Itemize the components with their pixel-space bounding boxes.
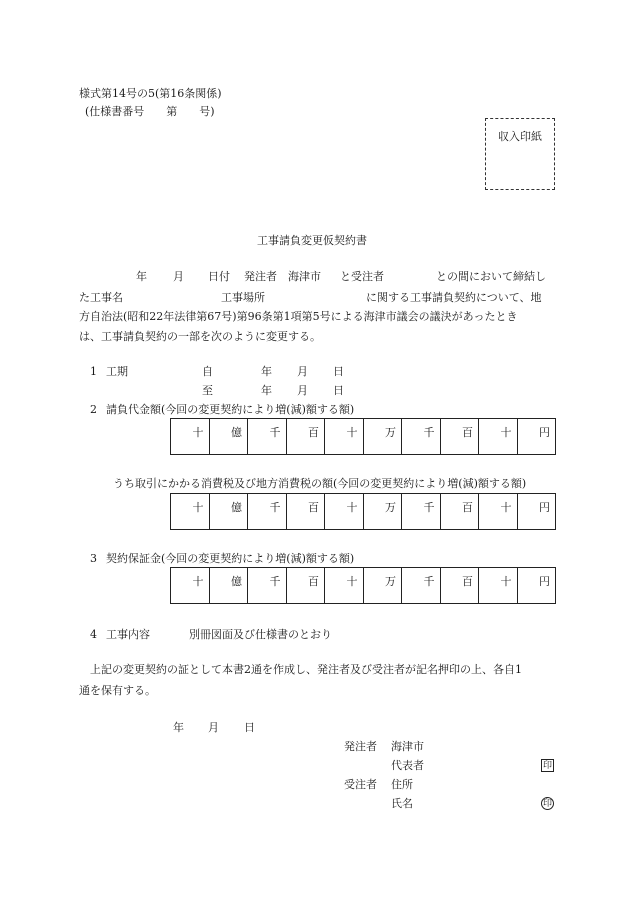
digit-cell[interactable]: 円 [517,494,556,530]
digit-cell[interactable]: 円 [517,419,556,455]
digit-cell[interactable]: 十 [171,568,210,604]
period-from-day: 日 [333,365,344,378]
digit-cell[interactable]: 百 [440,419,479,455]
digit-cell[interactable]: 百 [286,568,325,604]
digit-cell[interactable]: 十 [171,494,210,530]
digit-cell[interactable]: 十 [325,419,364,455]
digit-cell[interactable]: 十 [171,419,210,455]
item2-label: 請負代金額(今回の変更契約により増(減)額する額) [106,403,355,416]
form-number: 様式第14号の5(第16条関係) [79,87,222,100]
period-from-month: 月 [297,365,308,378]
period-to-year: 年 [261,384,272,397]
closing-line1: 上記の変更契約の証として本書2通を作成し、発注者及び受注者が記名押印の上、各自1 [90,663,522,676]
item1-label: 工期 [106,365,128,378]
period-to: 至 [202,384,213,397]
item2-number: 2 [90,403,97,416]
digit-cell[interactable]: 千 [248,568,287,604]
intro-line2-rest: に関する工事請負契約について、地 [366,291,542,304]
guarantee-grid [170,567,556,604]
digit-cell[interactable]: 百 [440,568,479,604]
intro-orderer: 発注者 海津市 [244,270,321,283]
contractor-label: 受注者 [344,778,377,791]
intro-work-name: た工事名 [79,291,123,304]
digit-cell[interactable]: 百 [286,419,325,455]
tax-amount-grid [170,493,556,530]
revenue-stamp-label: 収入印紙 [498,130,542,143]
orderer-label: 発注者 [344,740,377,753]
intro-year: 年 [136,270,147,283]
contractor-address-label: 住所 [391,778,413,791]
digit-cell[interactable]: 円 [517,568,556,604]
period-from: 自 [202,365,213,378]
item4-label: 工事内容 [106,628,150,641]
item1-number: 1 [90,365,97,378]
digit-cell[interactable]: 千 [402,494,441,530]
intro-work-place: 工事場所 [221,291,265,304]
digit-cell[interactable]: 十 [479,568,518,604]
contractor-name-label: 氏名 [391,797,413,810]
closing-line2: 通を保有する。 [79,684,156,697]
digit-cell[interactable]: 百 [286,494,325,530]
period-to-day: 日 [333,384,344,397]
period-to-month: 月 [297,384,308,397]
intro-contractor: と受注者 [340,270,384,283]
digit-cell[interactable]: 十 [325,494,364,530]
digit-cell[interactable]: 千 [248,494,287,530]
intro-day: 日付 [208,270,230,283]
period-from-year: 年 [261,365,272,378]
seal-square-icon: 印 [542,761,552,771]
contract-amount-grid [170,418,556,455]
intro-between: との間において締結し [436,270,546,283]
digit-cell[interactable]: 千 [402,419,441,455]
item3-number: 3 [90,552,97,565]
tax-amount-label: うち取引にかかる消費税及び地方消費税の額(今回の変更契約により増(減)額する額) [113,477,527,490]
digit-cell[interactable]: 億 [209,494,248,530]
document-title: 工事請負変更仮契約書 [257,234,367,247]
digit-cell[interactable]: 十 [325,568,364,604]
item3-label: 契約保証金(今回の変更契約により増(減)額する額) [106,552,355,565]
digit-cell[interactable]: 十 [479,419,518,455]
digit-cell[interactable]: 百 [440,494,479,530]
digit-cell[interactable]: 十 [479,494,518,530]
digit-cell[interactable]: 千 [248,419,287,455]
digit-cell[interactable]: 万 [363,419,402,455]
digit-cell[interactable]: 千 [402,568,441,604]
item4-number: 4 [90,628,97,641]
item4-value: 別冊図面及び仕様書のとおり [189,628,332,641]
digit-cell[interactable]: 万 [363,494,402,530]
spec-number: (仕様書番号 第 号) [85,105,215,118]
revenue-stamp-box [485,118,555,190]
representative-label: 代表者 [391,759,424,772]
orderer-name: 海津市 [391,740,424,753]
digit-cell[interactable]: 万 [363,568,402,604]
seal-round-icon: 印 [542,799,552,809]
date-month: 月 [208,721,219,734]
digit-cell[interactable]: 億 [209,419,248,455]
digit-cell[interactable]: 億 [209,568,248,604]
intro-line3: 方自治法(昭和22年法律第67号)第96条第1項第5号による海津市議会の議決があったとき [79,310,518,323]
date-year: 年 [173,721,184,734]
intro-line4: は、工事請負契約の一部を次のように変更する。 [79,330,321,343]
date-day: 日 [244,721,255,734]
intro-month: 月 [173,270,184,283]
